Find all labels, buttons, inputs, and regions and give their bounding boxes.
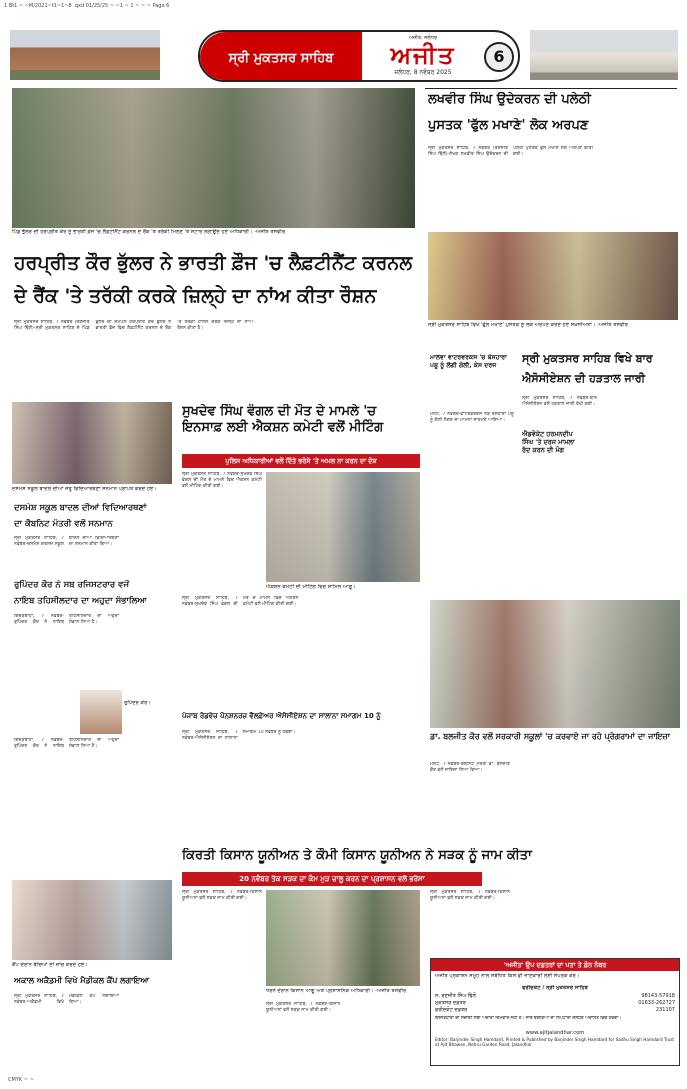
camp-body: ਸ੍ਰੀ ਮੁਕਤਸਰ ਸਾਹਿਬ, 7 ਨਵੰਬਰ-ਅਕੈਡਮੀ ਵਿਖੇ ਮੈਡੀਕਲ ਕੈਂਪ ਲਗਾਇਆ ਗਿਆ।: [14, 994, 119, 1005]
army-photo-caption: ਪਿੰਡ ਭੁੱਲਰ ਦੀ ਹਰਪ੍ਰੀਤ ਕੌਰ ਨੂੰ ਭਾਰਤੀ ਫ਼ੌਜ 'ਚ ਲੈਫ਼ਟੀਨੈਂਟ ਕਰਨਲ ਦੇ ਰੈਂਕ 'ਤੇ ਤਰੱਕੀ ਮਿਲਣ 'ਤੇ ਸਟਾਰ ਲਗਾਉਂਦੇ ਹੋਏ ਅਧਿਕਾਰੀ। -ਅਜੀਤ ਤਸਵੀਰ: [12, 229, 286, 235]
book-headline-line1: ਲਖਵੀਰ ਸਿੰਘ ਉਦੇਕਰਨ ਦੀ ਪਲੇਠੀ: [428, 92, 591, 107]
kisan-body-right: ਸ੍ਰੀ ਮੁਕਤਸਰ ਸਾਹਿਬ, 7 ਨਵੰਬਰ-ਕਿਸਾਨ ਯੂਨੀਅਨਾਂ ਵਲੋਂ ਸੜਕ ਜਾਮ ਕੀਤੀ ਗਈ।: [430, 890, 510, 901]
header-gurdwara-photo: [530, 30, 678, 80]
kisan-body: ਸ੍ਰੀ ਮੁਕਤਸਰ ਸਾਹਿਬ, 7 ਨਵੰਬਰ-ਕਿਸਾਨ ਯੂਨੀਅਨਾਂ ਵਲੋਂ ਸੜਕ ਜਾਮ ਕੀਤੀ ਗਈ।: [182, 890, 262, 901]
sukhdev-body: ਸ੍ਰੀ ਮੁਕਤਸਰ ਸਾਹਿਬ, 7 ਨਵੰਬਰ-ਸੁਖਦੇਵ ਸਿੰਘ ਵੰਗਲ ਦੀ ਮੌਤ ਦੇ ਮਾਮਲੇ ਵਿਚ ਐਕਸ਼ਨ ਕਮੇਟੀ ਵਲੋਂ ਮੀਟਿੰਗ ਕੀਤੀ ਗਈ।: [182, 472, 262, 489]
dealers-headline: ਪੰਜਾਬ ਰੋਡਵੇਜ਼ ਪੈਨਸ਼ਨਰਜ਼ ਵੈਲਫ਼ੇਅਰ ਐਸੋਸੀਏਸ਼ਨ ਦਾ ਸਾਲਾਨਾ ਸਮਾਗਮ 10 ਨੂੰ: [182, 712, 381, 720]
tehsildar-body: ਗਿੱਦੜਬਾਹਾ, 7 ਨਵੰਬਰ-ਰੁਪਿੰਦਰ ਕੌਰ ਨੇ ਨਾਇਬ ਤਹਿਸੀਲਦਾਰ ਦਾ ਅਹੁਦਾ ਸੰਭਾਲ ਲਿਆ ਹੈ।: [14, 614, 119, 625]
book-body: ਸ੍ਰੀ ਮੁਕਤਸਰ ਸਾਹਿਬ, 7 ਨਵੰਬਰ (ਰਣਜੀਤ ਸਿੰਘ ਢਿੱਲੋਂ)-ਲੇਖਕ ਲਖਵੀਰ ਸਿੰਘ ਉਦੇਕਰਨ ਦੀ ਪਲੇਠੀ ਪੁਸਤਕ ਫੁੱਲ ਮਖਾਣੇ ਲੋਕ ਅਰਪਣ ਕੀਤੀ ਗਈ।: [428, 146, 593, 157]
action-committee-photo: [266, 472, 420, 582]
army-ceremony-photo: [12, 88, 415, 228]
contact-disclaimer: ਇਸ਼ਤਿਹਾਰਾਂ ਦੀ ਸਚਾਈ ਲਈ ਅਦਾਰਾ ਜ਼ਿੰਮੇਵਾਰ ਨਹੀਂ ਹੈ। ਸਾਰੇ ਝਗੜਿਆਂ ਦਾ ਨਿਪਟਾਰਾ ਜਲੰਧਰ ਅਦਾਲਤ ਵਿਚ ਹੋਵੇਗਾ।: [435, 1016, 622, 1021]
kisan-headline: ਕਿਰਤੀ ਕਿਸਾਨ ਯੂਨੀਅਨ ਤੇ ਕੌਮੀ ਕਿਸਾਨ ਯੂਨੀਅਨ ਨੇ ਸੜਕ ਨੂੰ ਜਾਮ ਕੀਤਾ: [182, 848, 532, 863]
tehsildar-headline-line1: ਰੁਪਿੰਦਰ ਕੌਰ ਨੇ ਸਬ ਰਜਿਸਟਰਾਰ ਵਜੋਂ: [14, 580, 130, 590]
bottom-color-strip: CMYK ~ ~: [8, 1077, 34, 1083]
school-body: ਸ੍ਰੀ ਮੁਕਤਸਰ ਸਾਹਿਬ, 7 ਨਵੰਬਰ-ਦਸਮੇਸ਼ ਗਰਲਜ਼ ਸਕੂਲ ਬਾਦਲ ਦੀਆਂ ਵਿਦਿਆਰਥਣਾਂ ਦਾ ਸਨਮਾਨ ਕੀਤਾ ਗਿਆ।: [14, 536, 119, 547]
contact-office-heading: ਫਰੀਦਕੋਟ / ਸ੍ਰੀ ਮੁਕਤਸਰ ਸਾਹਿਬ: [522, 985, 588, 991]
contact-row-value: 98143-57918: [641, 993, 675, 999]
tehsildar-headline-line2: ਨਾਇਬ ਤਹਿਸੀਲਦਾਰ ਦਾ ਅਹੁਦਾ ਸੰਭਾਲਿਆ: [14, 596, 147, 606]
book-divider: [425, 88, 677, 89]
masthead-date: ਜਲੰਧਰ, 8 ਨਵੰਬਰ 2025: [394, 69, 452, 76]
print-info-strip: 1 Bt1 ~ ~M/2021~t1~1~8 .qxd 01/25/25 ~ ~1 ~ 1 ~ ~ ~ Page 6: [4, 3, 170, 9]
masthead-subtitle: ਅਜੀਤ, ਜਲੰਧਰ: [408, 35, 438, 41]
contact-row-label: ਮੁਕਤਸਰ ਦਫ਼ਤਰ: [435, 1000, 466, 1006]
kisan-photo-caption: ਧਰਨੇ ਦੌਰਾਨ ਕਿਸਾਨ ਆਗੂ ਅਤੇ ਪ੍ਰਸ਼ਾਸਨਿਕ ਅਧਿਕਾਰੀ। -ਅਜੀਤ ਤਸਵੀਰ: [266, 988, 407, 994]
contact-intro: ਅਜੀਤ ਪ੍ਰਕਾਸ਼ਨ ਸਮੂਹ ਨਾਲ ਸਬੰਧਿਤ ਕਿਸੇ ਵੀ ਜਾਣਕਾਰੀ ਲਈ ਸੰਪਰਕ ਕਰੋ।: [435, 973, 580, 979]
kisan-body-cont: ਸ੍ਰੀ ਮੁਕਤਸਰ ਸਾਹਿਬ, 7 ਨਵੰਬਰ-ਕਿਸਾਨ ਯੂਨੀਅਨਾਂ ਵਲੋਂ ਸੜਕ ਜਾਮ ਕੀਤੀ ਗਈ।: [266, 1002, 341, 1013]
header-building-photo: [10, 30, 160, 80]
strike-body: ਸ੍ਰੀ ਮੁਕਤਸਰ ਸਾਹਿਬ, 7 ਨਵੰਬਰ-ਬਾਰ ਐਸੋਸੀਏਸ਼ਨ ਵਲੋਂ ਹੜਤਾਲ ਜਾਰੀ ਰੱਖੀ ਗਈ।: [522, 396, 597, 407]
sukhdev-photo-caption: ਐਕਸ਼ਨ ਕਮੇਟੀ ਦੀ ਮੀਟਿੰਗ ਵਿਚ ਸ਼ਾਮਿਲ ਆਗੂ।: [266, 584, 356, 590]
book-photo-caption: ਸ੍ਰੀ ਮੁਕਤਸਰ ਸਾਹਿਬ ਵਿਖੇ 'ਫੁੱਲ ਮਖਾਣੇ' ਪੁਸਤਕ ਨੂੰ ਲੋਕ ਅਰਪਣ ਕਰਦੇ ਹੋਏ ਸ਼ਖ਼ਸੀਅਤਾਂ। -ਅਜੀਤ ਤਸਵੀਰ: [428, 322, 629, 328]
contact-box: [430, 958, 680, 1066]
tehsildar-portrait: [80, 690, 122, 734]
matwala-headline: ਮਾਲਵਾ ਵਾਟਰਵਰਕਸ 'ਚ ਬੇਸਹਾਰਾ ਪਸ਼ੂ ਨੂੰ ਲੱਗੀ ਗੋਲੀ, ਕੇਸ ਦਰਜ: [430, 354, 507, 369]
matwala-body: ਮਲੋਟ, 7 ਨਵੰਬਰ-ਵਾਟਰਵਰਕਸ ਨੇੜੇ ਬੇਸਹਾਰਾ ਪਸ਼ੂ ਨੂੰ ਗੋਲੀ ਲੱਗਣ ਦਾ ਮਾਮਲਾ ਸਾਹਮਣੇ ਆਇਆ।: [430, 412, 514, 423]
strike-subheadline: ਐਡਵੋਕੇਟ ਹਰਮਨਦੀਪ ਸਿੰਘ 'ਤੇ ਦਰਜ ਮਾਮਲਾ ਰੱਦ ਕਰਨ ਦੀ ਮੰਗ: [522, 430, 575, 454]
sukhdev-redbar: ਪੁਲਿਸ ਅਧਿਕਾਰੀਆਂ ਵਲੋਂ ਦਿੱਤੇ ਭਰੋਸੇ 'ਤੇ ਅਮਲ ਨਾ ਕਰਨ ਦਾ ਦੋਸ਼: [182, 454, 420, 468]
page-number: 6: [484, 42, 514, 72]
army-headline-line2: ਦੇ ਰੈਂਕ 'ਤੇ ਤਰੱਕੀ ਕਰਕੇ ਜ਼ਿਲ੍ਹੇ ਦਾ ਨਾਂਅ ਕੀਤਾ ਰੌਸ਼ਨ: [14, 285, 377, 307]
baljeet-body: ਮਲੋਟ, 7 ਨਵੰਬਰ-ਕੈਬਨਿਟ ਮੰਤਰੀ ਡਾ. ਬਲਜੀਤ ਕੌਰ ਵਲੋਂ ਜਾਇਜ਼ਾ ਲਿਆ ਗਿਆ।: [430, 762, 510, 773]
masthead: [198, 30, 520, 82]
kisan-protest-photo: [266, 890, 420, 986]
strike-headline-line1: ਸ੍ਰੀ ਮੁਕਤਸਰ ਸਾਹਿਬ ਵਿਖੇ ਬਾਰ: [522, 352, 653, 365]
contact-website: www.ajitjalandhar.com: [525, 1030, 585, 1036]
school-headline-line1: ਦਸਮੇਸ਼ ਸਕੂਲ ਬਾਦਲ ਦੀਆਂ ਵਿਦਿਆਰਥਣਾਂ: [14, 503, 147, 513]
school-headline-line2: ਦਾ ਕੈਬਨਿਟ ਮੰਤਰੀ ਵਲੋਂ ਸਨਮਾਨ: [14, 519, 113, 529]
sukhdev-body-cont: ਸ੍ਰੀ ਮੁਕਤਸਰ ਸਾਹਿਬ, 7 ਨਵੰਬਰ-ਸੁਖਦੇਵ ਸਿੰਘ ਵੰਗਲ ਦੀ ਮੌਤ ਦੇ ਮਾਮਲੇ ਵਿਚ ਐਕਸ਼ਨ ਕਮੇਟੀ ਵਲੋਂ ਮੀਟਿੰਗ ਕੀਤੀ ਗਈ।: [182, 596, 299, 607]
army-headline-line1: ਹਰਪ੍ਰੀਤ ਕੌਰ ਭੁੱਲਰ ਨੇ ਭਾਰਤੀ ਫ਼ੌਜ 'ਚ ਲੈਫ਼ਟੀਨੈਂਟ ਕਰਨਲ: [14, 252, 413, 274]
contact-row-label: ਫਰੀਦਕੋਟ ਦਫ਼ਤਰ: [435, 1007, 468, 1013]
contact-imprint: Editor: Barjinder Singh Hamdard. Printed & Published by Barjinder Singh Hamdard for Sadhu Singh Hamdard Trust at Ajit Bhawan, Nehru Garden Road, Jalandhar.: [435, 1037, 675, 1048]
strike-headline-line2: ਐਸੋਸੀਏਸ਼ਨ ਦੀ ਹੜਤਾਲ ਜਾਰੀ: [522, 372, 646, 385]
contact-row-value: 231107: [655, 1007, 675, 1013]
contact-row: [435, 1007, 675, 1014]
contact-title: 'ਅਜੀਤ' ਉਪ ਦਫ਼ਤਰਾਂ ਦਾ ਪਤਾ ਤੇ ਫ਼ੋਨ ਨੰਬਰ: [431, 959, 679, 971]
medical-camp-photo: [12, 880, 172, 960]
contact-row: [435, 1000, 675, 1007]
baljeet-headline: ਡਾ. ਬਲਜੀਤ ਕੌਰ ਵਲੋਂ ਸਰਕਾਰੀ ਸਕੂਲਾਂ 'ਚ ਕਰਵਾਏ ਜਾ ਰਹੇ ਪ੍ਰੋਗਰਾਮਾਂ ਦਾ ਜਾਇਜ਼ਾ: [430, 732, 671, 741]
sukhdev-headline: ਸੁਖਦੇਵ ਸਿੰਘ ਵੰਗਲ ਦੀ ਮੌਤ ਦੇ ਮਾਮਲੇ 'ਚ ਇਨਸਾਫ਼ ਲਈ ਐਕਸ਼ਨ ਕਮੇਟੀ ਵਲੋਂ ਮੀਟਿੰਗ: [182, 404, 384, 436]
book-headline-line2: ਪੁਸਤਕ 'ਫੁੱਲ ਮਖਾਣੇ' ਲੋਕ ਅਰਪਣ: [428, 118, 589, 133]
school-award-photo: [12, 402, 172, 484]
dealers-body: ਸ੍ਰੀ ਮੁਕਤਸਰ ਸਾਹਿਬ, 7 ਨਵੰਬਰ-ਐਸੋਸੀਏਸ਼ਨ ਦਾ ਸਾਲਾਨਾ ਸਮਾਗਮ 10 ਨਵੰਬਰ ਨੂੰ ਹੋਵੇਗਾ।: [182, 730, 296, 741]
contact-row: [435, 993, 675, 1000]
school-photo-caption: ਦਸਮੇਸ਼ ਸਕੂਲ ਬਾਦਲ ਦੀਆਂ ਜੇਤੂ ਵਿਦਿਆਰਥਣਾਂ ਸਨਮਾਨ ਪ੍ਰਾਪਤ ਕਰਦੇ ਹੋਏ।: [12, 486, 158, 492]
kisan-redbar: 20 ਨਵੰਬਰ ਤੱਕ ਸੜਕ ਦਾ ਕੰਮ ਮੁੜ ਚਾਲੂ ਕਰਨ ਦਾ ਪ੍ਰਸ਼ਾਸਨ ਵਲੋਂ ਭਰੋਸਾ: [182, 872, 482, 886]
masthead-logo: ਅਜੀਤ: [390, 41, 456, 69]
tehsildar-body-cont: ਗਿੱਦੜਬਾਹਾ, 7 ਨਵੰਬਰ-ਰੁਪਿੰਦਰ ਕੌਰ ਨੇ ਨਾਇਬ ਤਹਿਸੀਲਦਾਰ ਦਾ ਅਹੁਦਾ ਸੰਭਾਲ ਲਿਆ ਹੈ।: [14, 738, 119, 749]
contact-row-value: 01633-262727: [638, 1000, 675, 1006]
masthead-section: ਸ੍ਰੀ ਮੁਕਤਸਰ ਸਾਹਿਬ: [200, 32, 362, 82]
book-launch-photo: [428, 232, 678, 320]
army-body: ਸ੍ਰੀ ਮੁਕਤਸਰ ਸਾਹਿਬ, 7 ਨਵੰਬਰ (ਰਣਜੀਤ ਸਿੰਘ ਢਿੱਲੋਂ)-ਸ੍ਰੀ ਮੁਕਤਸਰ ਸਾਹਿਬ ਦੇ ਪਿੰਡ ਭੁੱਲਰ ਦੀ ਜੰਮਪਲ ਹਰਪ੍ਰੀਤ ਕੌਰ ਭੁੱਲਰ ਨੇ ਭਾਰਤੀ ਫ਼ੌਜ ਵਿਚ ਲੈਫ਼ਟੀਨੈਂਟ ਕਰਨਲ ਦੇ ਰੈਂਕ 'ਤੇ ਤਰੱਕੀ ਹਾਸਲ ਕਰਕੇ ਜ਼ਿਲ੍ਹੇ ਦਾ ਨਾਂਅ ਰੌਸ਼ਨ ਕੀਤਾ ਹੈ।: [14, 320, 253, 331]
camp-photo-caption: ਕੈਂਪ ਦੌਰਾਨ ਬੱਚਿਆਂ ਦੀ ਜਾਂਚ ਕਰਦੇ ਹੋਏ।: [12, 962, 88, 968]
camp-headline: ਅਕਾਲ ਅਕੈਡਮੀ ਵਿਖੇ ਮੈਡੀਕਲ ਕੈਂਪ ਲਗਾਇਆ: [14, 976, 150, 985]
tehsildar-portrait-caption: ਰੁਪਿੰਦਰ ਕੌਰ।: [124, 700, 151, 706]
contact-row-label: ਸ. ਰਣਜੀਤ ਸਿੰਘ ਢਿੱਲੋਂ: [435, 993, 476, 999]
baljeet-visit-photo: [430, 600, 680, 728]
